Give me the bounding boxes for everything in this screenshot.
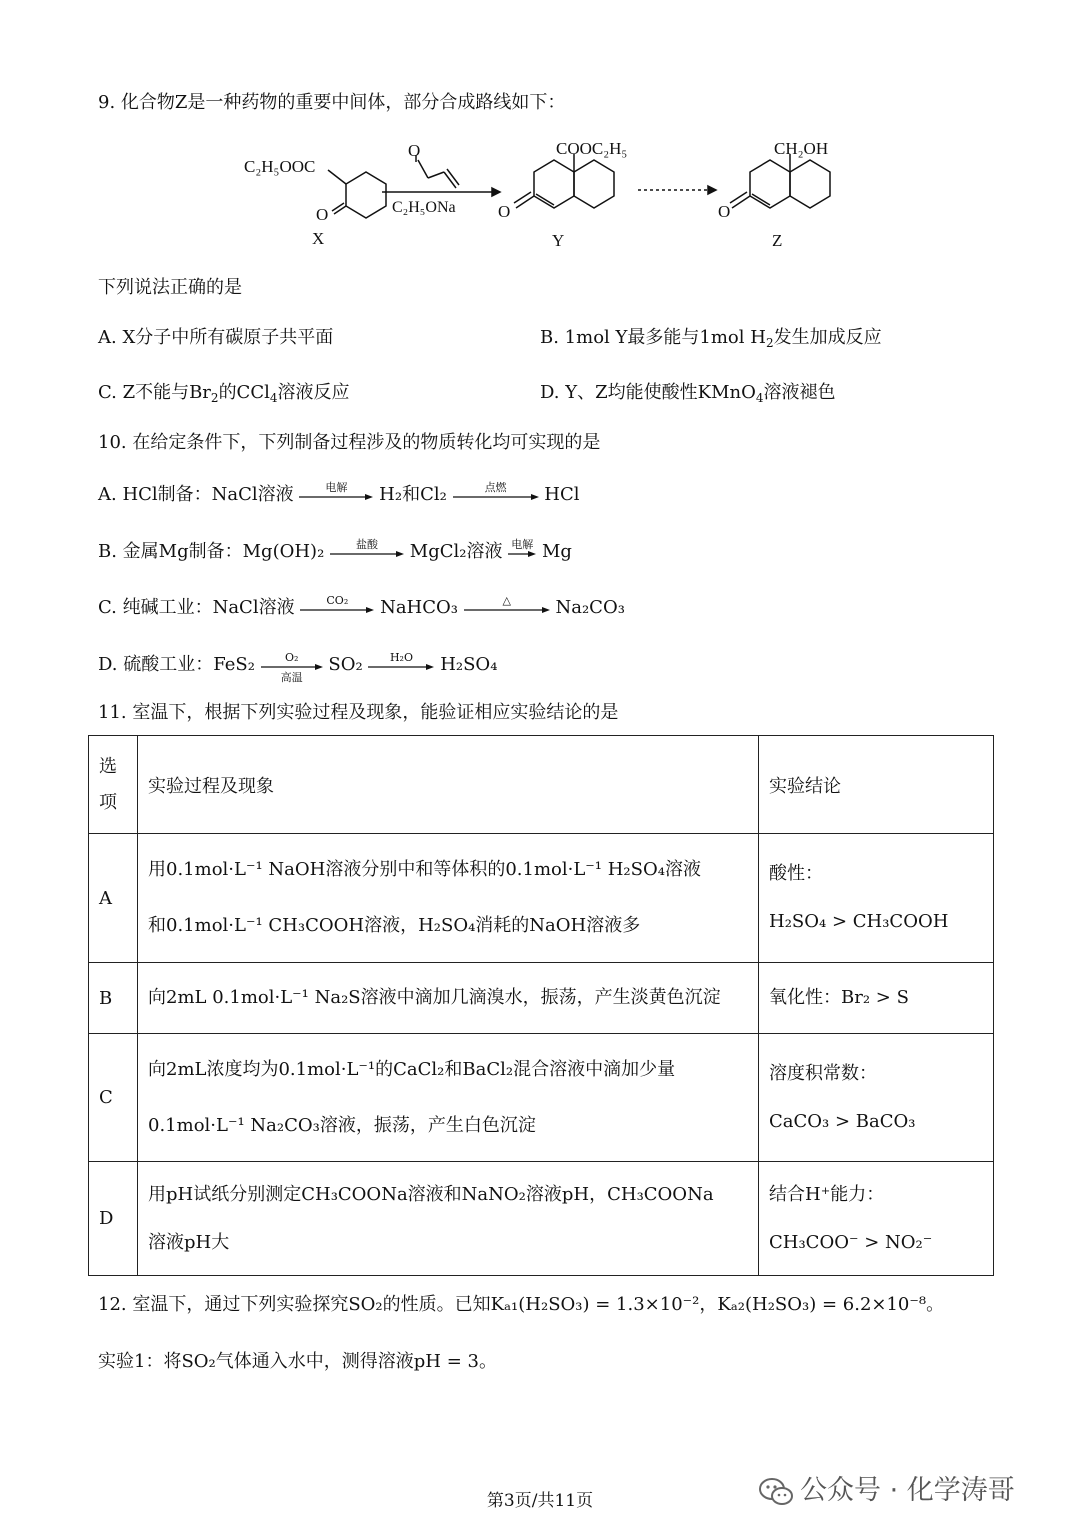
reagent-base: C₂H₅ONa [392, 199, 456, 216]
q9-option-b: B. 1mol Y最多能与1mol $H_2$发生加成反应 [540, 327, 882, 350]
header-option: 选 项 [89, 736, 138, 834]
arrow-heat: △ [464, 597, 550, 619]
q9-question: 下列说法正确的是 [98, 277, 242, 298]
row-conclusion: 结合H⁺能力： CH₃COO⁻ > NO₂⁻ [759, 1162, 994, 1276]
q9-option-d: D. Y、Z均能使酸性KMnO$_4$溶液褪色 [540, 382, 836, 405]
page-number: 第3页/共11页 [486, 1491, 594, 1511]
row-conclusion: 氧化性：Br₂ > S [759, 963, 994, 1034]
table-header-row [89, 736, 994, 834]
y-ester-group: COOC₂H₅ [556, 139, 628, 158]
arrow-electrolysis: 电解 [299, 484, 373, 506]
row-process: 向2mL 0.1mol·L⁻¹ Na₂S溶液中滴加几滴溴水，振荡，产生淡黄色沉淀 [138, 963, 759, 1034]
row-option: B [89, 963, 138, 1034]
arrow-water: H₂O [368, 654, 434, 676]
arrow-co2: CO₂ [300, 597, 374, 619]
row-option: C [89, 1034, 138, 1162]
table-row [89, 1162, 994, 1276]
q12-stem: 12. 室温下，通过下列实验探究SO₂的性质。已知Kₐ₁(H₂SO₃) = 1.3×10⁻²，Kₐ₂(H₂SO₃) = 6.2×10⁻⁸。 [98, 1294, 945, 1315]
header-conclusion: 实验结论 [759, 736, 994, 834]
reagent-o: O [408, 141, 421, 160]
y-label: Y [552, 231, 565, 250]
z-carbonyl-o: O [718, 202, 731, 221]
q9-option-c: C. Z不能与$Br_2$的CCl$_4$溶液反应 [98, 382, 350, 405]
y-carbonyl-o: O [498, 202, 511, 221]
q9-stem: 9. 化合物Z是一种药物的重要中间体，部分合成路线如下： [98, 92, 566, 113]
row-conclusion: 溶度积常数： CaCO₃ > BaCO₃ [759, 1034, 994, 1162]
row-option: D [89, 1162, 138, 1276]
arrow-oxygen-high-temp: O₂ 高温 [261, 654, 323, 676]
z-alcohol-group: CH₂OH [774, 139, 829, 158]
q11-stem: 11. 室温下，根据下列实验过程及现象，能验证相应实验结论的是 [98, 702, 619, 723]
q9-synthesis-scheme [230, 128, 870, 258]
x-label: X [312, 229, 325, 248]
x-carbonyl-o: O [316, 205, 329, 224]
q10-option-c: C. 纯碱工业：NaCl溶液 CO₂ NaHCO₃ △ Na₂CO₃ [98, 594, 625, 618]
arrow-hydrochloric-acid: 盐酸 [330, 541, 404, 563]
table-row [89, 963, 994, 1034]
row-process: 用0.1mol·L⁻¹ NaOH溶液分别中和等体积的0.1mol·L⁻¹ H₂SO₄溶液 和0.1mol·L⁻¹ CH₃COOH溶液，H₂SO₄消耗的NaOH溶液多 [138, 834, 759, 963]
row-option: A [89, 834, 138, 963]
row-conclusion: 酸性： H₂SO₄ > CH₃COOH [759, 834, 994, 963]
header-process: 实验过程及现象 [138, 736, 759, 834]
watermark: 公众号 · 化学涛哥 [758, 1468, 1015, 1507]
wechat-icon [758, 1477, 794, 1507]
q9-option-a: A. X分子中所有碳原子共平面 [98, 327, 334, 348]
q10-option-b: B. 金属Mg制备：Mg(OH)₂ 盐酸 MgCl₂溶液 电解 Mg [98, 538, 572, 562]
q10-option-a: A. HCl制备：NaCl溶液 电解 H₂和Cl₂ 点燃 HCl [98, 481, 580, 505]
row-process: 向2mL浓度均为0.1mol·L⁻¹的CaCl₂和BaCl₂混合溶液中滴加少量 0.1mol·L⁻¹ Na₂CO₃溶液，振荡，产生白色沉淀 [138, 1034, 759, 1162]
experiment-table [88, 735, 994, 1276]
x-ester-group: C₂H₅OOC [244, 157, 316, 176]
row-process: 用pH试纸分别测定CH₃COONa溶液和NaNO₂溶液pH，CH₃COONa 溶液pH大 [138, 1162, 759, 1276]
table-row [89, 1034, 994, 1162]
z-label: Z [772, 231, 783, 250]
q10-option-d: D. 硫酸工业：FeS₂ O₂ 高温 SO₂ H₂O H₂SO₄ [98, 651, 498, 684]
arrow-electrolysis-short: 电解 [508, 541, 536, 563]
arrow-ignition: 点燃 [453, 484, 539, 506]
table-row [89, 834, 994, 963]
q12-experiment-1: 实验1：将SO₂气体通入水中，测得溶液pH = 3。 [98, 1351, 497, 1372]
q10-stem: 10. 在给定条件下，下列制备过程涉及的物质转化均可实现的是 [98, 432, 601, 453]
